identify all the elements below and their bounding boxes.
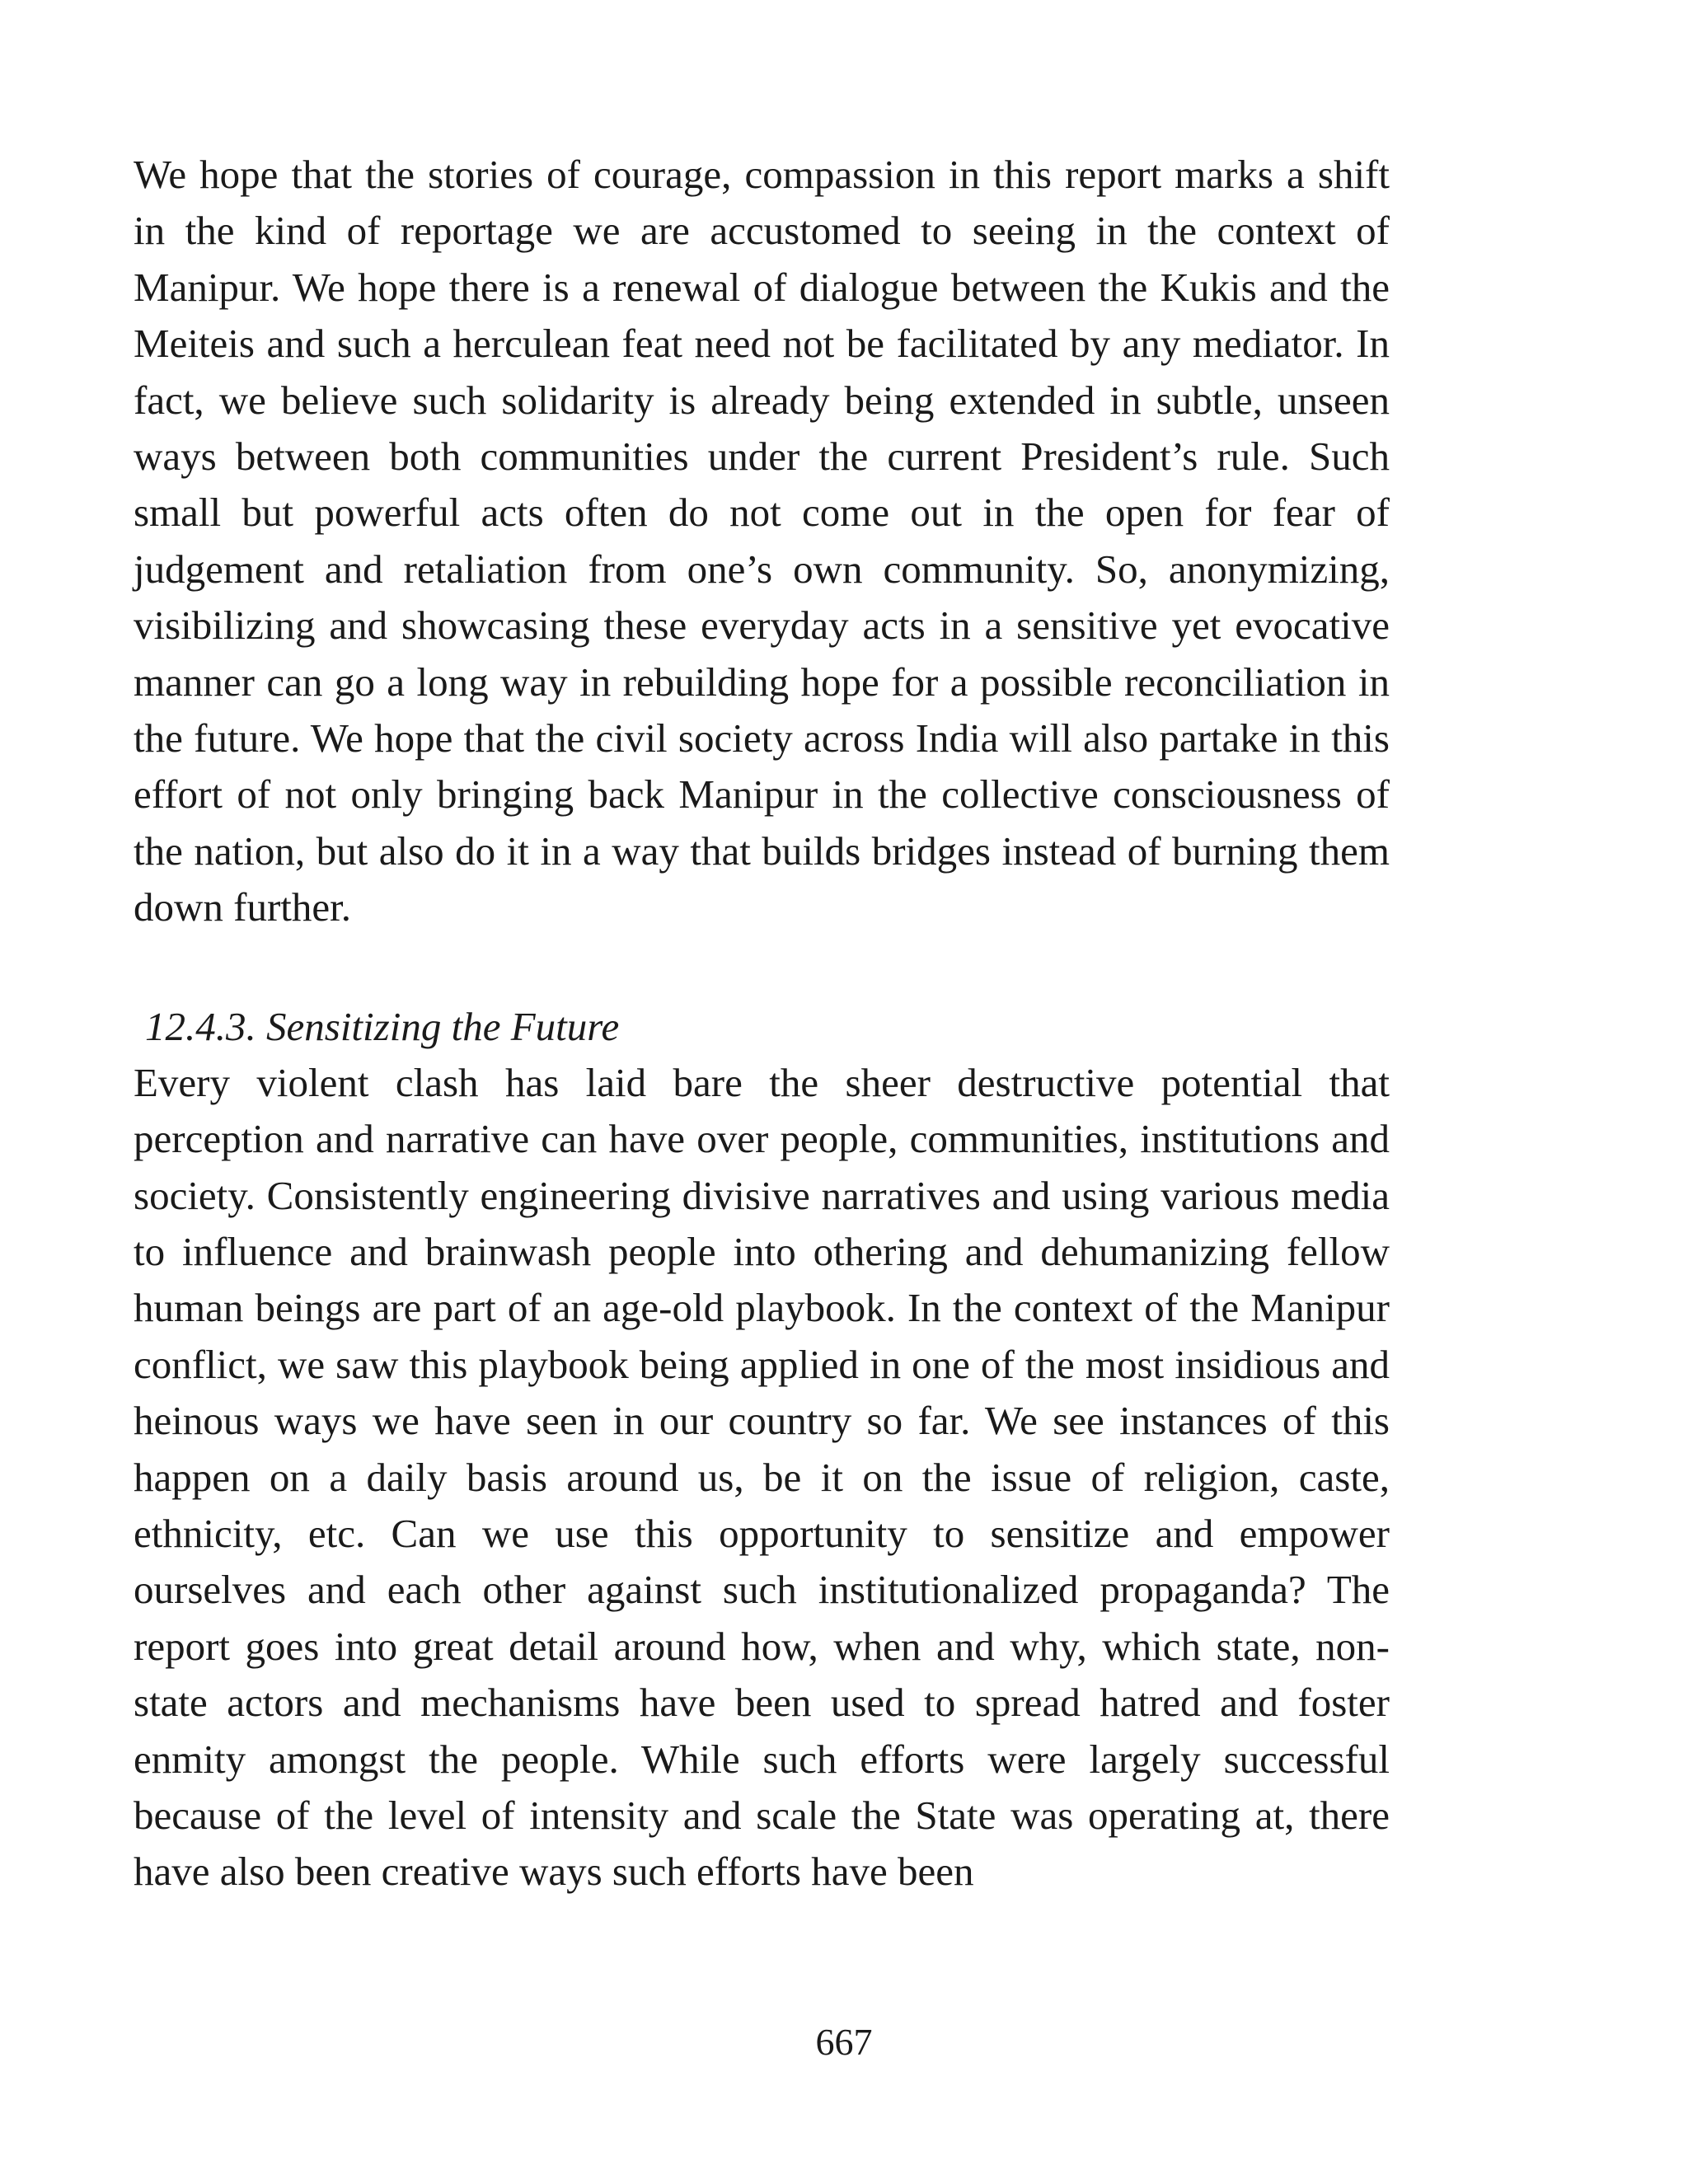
page-body bbox=[134, 147, 1390, 1900]
body-paragraph-1: We hope that the stories of courage, compassion in this report marks a shift in the kind of reportage we are accustomed to seeing in the context of Manipur. We hope there is a renewal of dialogue between the Kukis and the Meiteis and such a herculean feat need not be facilitated by any mediator. In fact, we believe such solidarity is already being extended in subtle, unseen ways between both communities under the current President’s rule. Such small but powerful acts often do not come out in the open for fear of judgement and retaliation from one’s own community. So, anonymizing, visibilizing and showcasing these everyday acts in a sensitive yet evocative manner can go a long way in rebuilding hope for a possible reconciliation in the future. We hope that the civil society across India will also partake in this effort of not only bringing back Manipur in the collective consciousness of the nation, but also do it in a way that builds bridges instead of burning them down further. bbox=[134, 152, 1390, 930]
page-number: 667 bbox=[815, 2021, 873, 2063]
body-paragraph-2: Every violent clash has laid bare the sheer destructive potential that perception and narrative can have over people, communities, institutions and society. Consistently engineering divisive narratives and using various media to influence and brainwash people into othering and dehumanizing fellow human beings are part of an age-old playbook. In the context of the Manipur conflict, we saw this playbook being applied in one of the most insidious and heinous ways we have seen in our country so far. We see instances of this happen on a daily basis around us, be it on the issue of religion, caste, ethnicity, etc. Can we use this opportunity to sensitize and empower ourselves and each other against such institutionalized propaganda? The report goes into great detail around how, when and why, which state, non-state actors and mechanisms have been used to spread hatred and foster enmity amongst the people. While such efforts were largely successful because of the level of intensity and scale the State was operating at, there have also been creative ways such efforts have been bbox=[134, 1059, 1390, 1895]
section-heading: 12.4.3. Sensitizing the Future bbox=[145, 1003, 620, 1049]
